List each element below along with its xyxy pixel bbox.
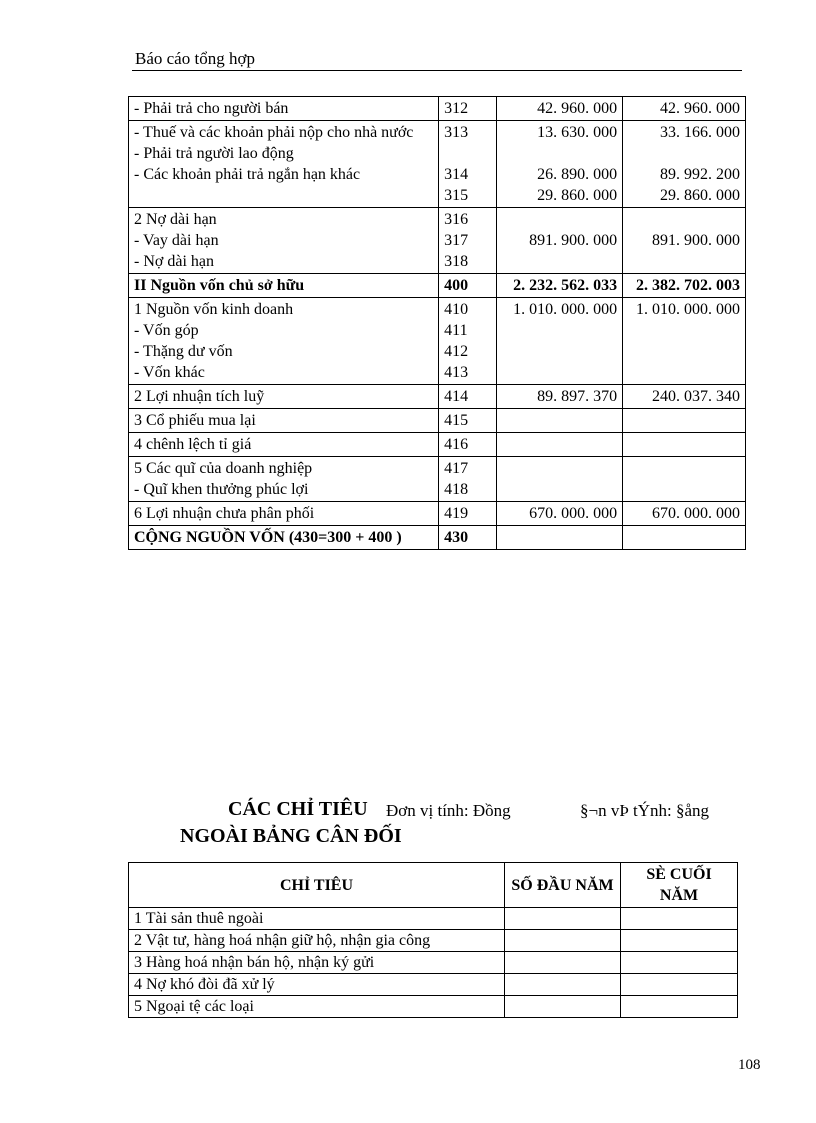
item-line: 3 Cổ phiếu mua lại bbox=[134, 412, 256, 429]
off-balance-row bbox=[129, 930, 738, 952]
value-line: 89. 992. 200 bbox=[660, 166, 740, 183]
code-line: 419 bbox=[444, 505, 469, 522]
start-value-cell: 42. 960. 000 bbox=[497, 97, 623, 121]
code-line: 312 bbox=[444, 100, 469, 117]
item-line: - Nợ dài hạn bbox=[134, 253, 214, 270]
end-year-cell bbox=[621, 952, 738, 974]
code-line: 412 bbox=[444, 343, 469, 360]
value-line: 29. 860. 000 bbox=[537, 187, 618, 204]
code-cell bbox=[439, 274, 497, 298]
code-cell bbox=[439, 298, 497, 385]
item-cell bbox=[129, 298, 439, 385]
end-year-cell bbox=[621, 930, 738, 952]
item-line: - Vốn góp bbox=[134, 322, 199, 339]
code-line: 316 bbox=[444, 211, 469, 228]
balance-sheet-table bbox=[128, 96, 746, 550]
end-year-cell bbox=[621, 974, 738, 996]
off-balance-row bbox=[129, 908, 738, 930]
item-line: 5 Các quĩ của doanh nghiệp bbox=[134, 460, 313, 477]
column-header-indicator: CHỈ TIÊU bbox=[129, 863, 505, 908]
balance-row bbox=[129, 298, 746, 385]
item-cell bbox=[129, 409, 439, 433]
item-line: - Quĩ khen thưởng phúc lợi bbox=[134, 481, 309, 498]
start-value-cell bbox=[497, 433, 623, 457]
code-cell bbox=[439, 502, 497, 526]
balance-row bbox=[129, 457, 746, 502]
item-line: - Phải trả người lao động bbox=[134, 145, 294, 162]
code-cell bbox=[439, 208, 497, 274]
off-balance-table bbox=[128, 862, 738, 1018]
end-value-cell: 670. 000. 000 bbox=[623, 502, 746, 526]
start-value-cell: 89. 897. 370 bbox=[497, 385, 623, 409]
off-balance-header-row bbox=[129, 863, 738, 908]
item-line: 6 Lợi nhuận chưa phân phối bbox=[134, 505, 315, 522]
item-line: II Nguồn vốn chủ sở hữu bbox=[134, 277, 305, 294]
code-cell bbox=[439, 97, 497, 121]
indicator-cell: 4 Nợ khó đòi đã xử lý bbox=[129, 974, 505, 996]
end-value-cell: 891. 900. 000 bbox=[623, 208, 746, 274]
item-cell bbox=[129, 502, 439, 526]
end-value-cell bbox=[623, 409, 746, 433]
section2-heading-line2: NGOÀI BẢNG CÂN ĐỐI bbox=[180, 825, 402, 847]
page-number: 108 bbox=[738, 1057, 761, 1073]
code-line: 318 bbox=[444, 253, 469, 270]
item-line: 2 Lợi nhuận tích luỹ bbox=[134, 388, 265, 405]
code-cell bbox=[439, 409, 497, 433]
item-line: - Các khoản phải trả ngắn hạn khác bbox=[134, 166, 361, 183]
start-value-cell bbox=[497, 121, 623, 208]
item-line: - Vốn khác bbox=[134, 364, 205, 381]
start-year-cell bbox=[505, 930, 621, 952]
end-value-cell bbox=[623, 457, 746, 502]
indicator-cell: 3 Hàng hoá nhận bán hộ, nhận ký gửi bbox=[129, 952, 505, 974]
indicator-cell: 5 Ngoại tệ các loại bbox=[129, 996, 505, 1018]
balance-row bbox=[129, 526, 746, 550]
balance-row bbox=[129, 385, 746, 409]
item-line: 2 Nợ dài hạn bbox=[134, 211, 217, 228]
start-value-cell bbox=[497, 409, 623, 433]
code-line: 413 bbox=[444, 364, 469, 381]
balance-row bbox=[129, 502, 746, 526]
item-cell bbox=[129, 433, 439, 457]
end-value-cell: 42. 960. 000 bbox=[623, 97, 746, 121]
item-cell bbox=[129, 526, 439, 550]
item-cell bbox=[129, 457, 439, 502]
off-balance-row bbox=[129, 996, 738, 1018]
code-line: 315 bbox=[444, 187, 469, 204]
balance-row bbox=[129, 97, 746, 121]
start-year-cell bbox=[505, 996, 621, 1018]
value-line bbox=[628, 143, 740, 164]
section2-heading-line1: CÁC CHỈ TIÊU bbox=[228, 798, 368, 820]
indicator-cell: 2 Vật tư, hàng hoá nhận giữ hộ, nhận gia công bbox=[129, 930, 505, 952]
code-line: 410 bbox=[444, 301, 469, 318]
value-line bbox=[502, 143, 617, 164]
header-divider bbox=[132, 70, 742, 71]
code-cell bbox=[439, 526, 497, 550]
column-header-start-year: SỐ ĐẦU NĂM bbox=[505, 863, 621, 908]
item-cell bbox=[129, 385, 439, 409]
code-line: 314 bbox=[444, 166, 469, 183]
item-line: - Thuế và các khoản phải nộp cho nhà nước bbox=[134, 124, 414, 141]
end-value-cell bbox=[623, 433, 746, 457]
section2-heading bbox=[180, 796, 402, 850]
end-value-cell: 1. 010. 000. 000 bbox=[623, 298, 746, 385]
code-line bbox=[444, 143, 491, 164]
indicator-cell: 1 Tài sản thuê ngoài bbox=[129, 908, 505, 930]
code-cell bbox=[439, 385, 497, 409]
end-year-cell bbox=[621, 996, 738, 1018]
start-value-cell bbox=[497, 526, 623, 550]
start-year-cell bbox=[505, 908, 621, 930]
code-cell bbox=[439, 121, 497, 208]
code-line: 411 bbox=[444, 322, 468, 339]
balance-row bbox=[129, 208, 746, 274]
item-line: 1 Nguồn vốn kinh doanh bbox=[134, 301, 294, 318]
end-value-cell: 240. 037. 340 bbox=[623, 385, 746, 409]
header-title: Báo cáo tổng hợp bbox=[135, 49, 255, 68]
end-value-cell bbox=[623, 526, 746, 550]
start-year-cell bbox=[505, 974, 621, 996]
balance-row bbox=[129, 274, 746, 298]
code-cell bbox=[439, 433, 497, 457]
start-value-cell: 1. 010. 000. 000 bbox=[497, 298, 623, 385]
value-line: 13. 630. 000 bbox=[537, 124, 618, 141]
code-cell bbox=[439, 457, 497, 502]
end-value-cell: 2. 382. 702. 003 bbox=[623, 274, 746, 298]
code-line: 418 bbox=[444, 481, 469, 498]
start-value-cell: 670. 000. 000 bbox=[497, 502, 623, 526]
off-balance-row bbox=[129, 952, 738, 974]
start-year-cell bbox=[505, 952, 621, 974]
item-line: - Phải trả cho người bán bbox=[134, 100, 289, 117]
item-line: 4 chênh lệch tỉ giá bbox=[134, 436, 252, 453]
code-line: 417 bbox=[444, 460, 469, 477]
item-cell bbox=[129, 208, 439, 274]
code-line: 414 bbox=[444, 388, 469, 405]
start-value-cell: 2. 232. 562. 033 bbox=[497, 274, 623, 298]
balance-row bbox=[129, 121, 746, 208]
end-value-cell bbox=[623, 121, 746, 208]
item-cell bbox=[129, 97, 439, 121]
code-line: 416 bbox=[444, 436, 469, 453]
balance-row bbox=[129, 433, 746, 457]
code-line: 313 bbox=[444, 124, 469, 141]
value-line: 26. 890. 000 bbox=[537, 166, 618, 183]
off-balance-row bbox=[129, 974, 738, 996]
item-line: CỘNG NGUỒN VỐN (430=300 + 400 ) bbox=[134, 529, 402, 546]
value-line: 29. 860. 000 bbox=[660, 187, 740, 204]
column-header-end-year: SÈ CUỐI NĂM bbox=[621, 863, 738, 908]
unit-label-garbled: §¬n vÞ tÝnh: §ång bbox=[580, 801, 710, 820]
item-cell bbox=[129, 274, 439, 298]
value-line: 33. 166. 000 bbox=[660, 124, 740, 141]
start-value-cell: 891. 900. 000 bbox=[497, 208, 623, 274]
code-line: 415 bbox=[444, 412, 469, 429]
code-line: 317 bbox=[444, 232, 469, 249]
unit-label: Đơn vị tính: Đồng bbox=[386, 801, 511, 820]
item-line: - Thặng dư vốn bbox=[134, 343, 233, 360]
start-value-cell bbox=[497, 457, 623, 502]
code-line: 400 bbox=[444, 277, 469, 294]
item-cell bbox=[129, 121, 439, 208]
code-line: 430 bbox=[444, 529, 469, 546]
balance-row bbox=[129, 409, 746, 433]
end-year-cell bbox=[621, 908, 738, 930]
item-line: - Vay dài hạn bbox=[134, 232, 219, 249]
